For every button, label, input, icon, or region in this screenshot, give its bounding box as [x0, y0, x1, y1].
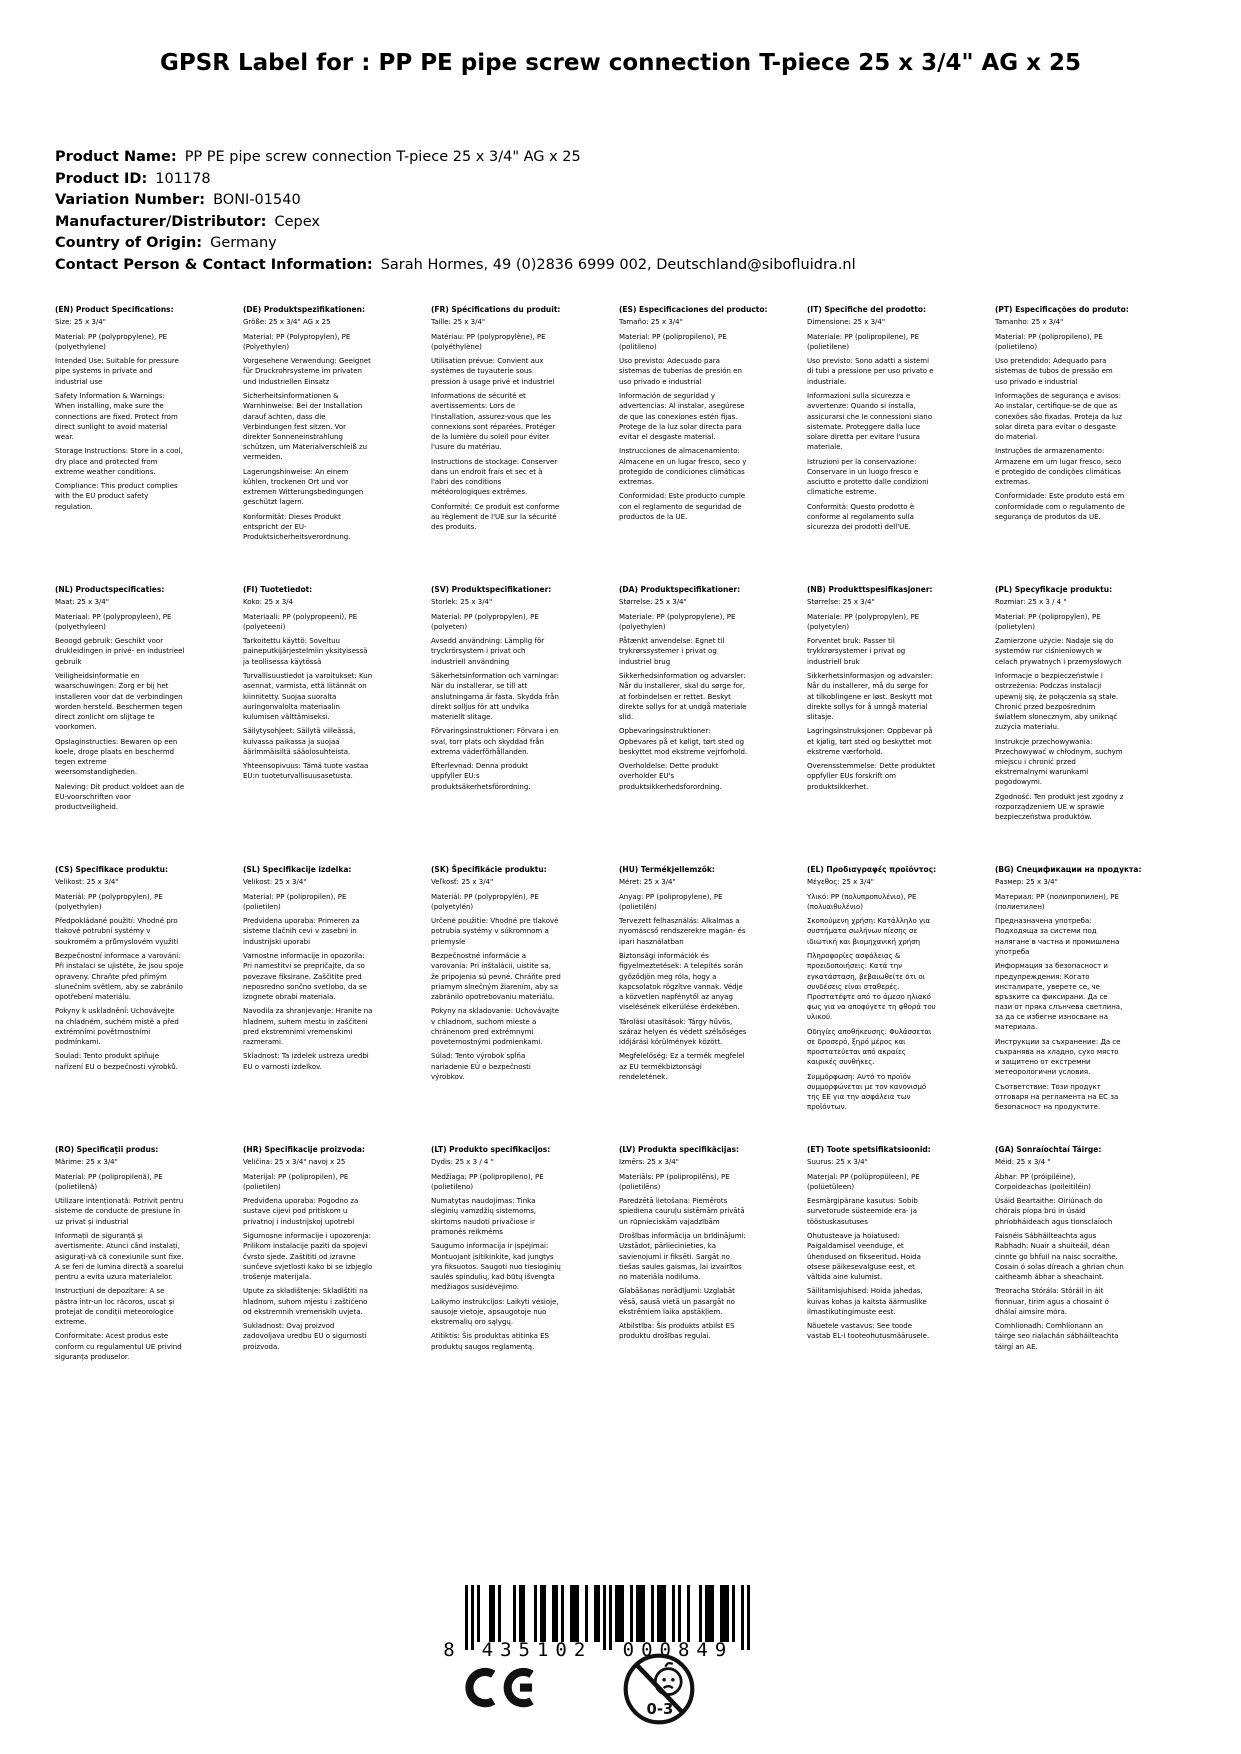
spec-paragraph: Tamaño: 25 x 3/4" — [619, 317, 683, 326]
spec-paragraph: Σκοπούμενη χρήση: Κατάλληλο για συστήματα σωλήνων πίεσης σε ιδιωτική και βιομηχανική χρήση — [807, 917, 931, 946]
spec-paragraph: Información de seguridad y advertencias: Al instalar, asegúrese de que las conexiones estén fijas. Protege de la luz solar directa para evitar el desgaste material. — [619, 392, 745, 441]
spec-paragraph: Förvaringsinstruktioner: Förvara i en sval, torr plats och skyddad från extrema väderförhållanden. — [431, 727, 559, 756]
spec-paragraph: Material: PP (polipropileno), PE (politileno) — [619, 332, 727, 351]
spec-paragraph: Numatytas naudojimas: Tinka slėginių vamzdžių sistemoms, skirtoms naudoti privačiose ir pramonės reikmėms — [431, 1197, 537, 1236]
spec-paragraph: Koko: 25 x 3/4 — [243, 597, 293, 606]
spec-paragraph: Materiāls: PP (polipropilēns), PE (polietilēns) — [619, 1172, 730, 1191]
spec-heading: (ET) Toote spetsifikatsioonid: — [807, 1145, 931, 1154]
spec-paragraph: Size: 25 x 3/4" — [55, 317, 106, 326]
spec-block — [807, 305, 937, 585]
ce-mark-icon — [455, 1666, 535, 1712]
spec-paragraph: Méret: 25 x 3/4" — [619, 877, 676, 886]
spec-paragraph: Материал: PP (полипропилен), PE (полиетилен) — [995, 892, 1119, 911]
spec-paragraph: Storage Instructions: Store in a cool, dry place and protected from extreme weather conditions. — [55, 447, 183, 476]
spec-paragraph: Tamanho: 25 x 3/4" — [995, 317, 1064, 326]
spec-paragraph: Súlad: Tento výrobok spĺňa nariadenie EÚ o bezpečnosti výrobkov. — [431, 1052, 531, 1081]
spec-paragraph: Navodila za shranjevanje: Hranite na hladnem, suhem mestu in zaščiteni pred ekstremnimi vremenskimi razmerami. — [243, 1007, 373, 1046]
spec-block — [431, 585, 561, 865]
spec-paragraph: Lagringsinstruksjoner: Oppbevar på et kjølig, tørt sted og beskyttet mot ekstreme værforhold. — [807, 727, 933, 756]
spec-paragraph: Materijal: PP (polipropilen), PE (polietilen) — [243, 1172, 349, 1191]
spec-paragraph: Zamierzone użycie: Nadaje się do systemów rur ciśnieniowych w celach prywatnych i przemysłowych — [995, 637, 1122, 666]
spec-paragraph: Material: PP (Polypropylen), PE (Polyethylen) — [243, 332, 351, 351]
spec-paragraph: Varnostne informacije in opozorila: Pri namestitvi se prepričajte, da so povezave fiksirane. Zaščitite pred neposredno sončno svetlobo, da se izognete obrabi materiala. — [243, 952, 367, 1001]
spec-paragraph: Skladnost: Ta izdelek ustreza uredbi EU o varnosti izdelkov. — [243, 1052, 369, 1071]
spec-paragraph: Méid: 25 x 3/4 " — [995, 1157, 1051, 1166]
spec-paragraph: Съответствие: Този продукт отговаря на регламента на ЕС за безопасност на продуктите. — [995, 1082, 1119, 1112]
spec-block — [807, 865, 937, 1145]
product-info-label: Manufacturer/Distributor: — [55, 213, 267, 230]
product-info-value: BONI-01540 — [213, 192, 301, 208]
spec-block — [995, 585, 1125, 865]
spec-paragraph: Storlek: 25 x 3/4" — [431, 597, 493, 606]
spec-heading: (LV) Produkta specifikācijas: — [619, 1145, 739, 1154]
spec-paragraph: Bezpečnostné informácie a varovania: Pri inštalácii, uistite sa, že pripojenia sú pevné. Chráňte pred priamym slnečným žiarením, aby sa zabránilo opotrebovaniu materiálu. — [431, 952, 561, 1001]
spec-paragraph: Mărime: 25 x 3/4" — [55, 1157, 118, 1166]
spec-paragraph: Material: PP (polipropileno), PE (polietileno) — [995, 332, 1103, 351]
spec-paragraph: Safety Information & Warnings: When installing, make sure the connections are fixed. Protect from direct sunlight to avoid material wear. — [55, 392, 178, 441]
spec-paragraph: Veiligheidsinformatie en waarschuwingen: Zorg er bij het installeren voor dat de verbindingen worden hersteld. Beschermen tegen direct zonlicht om slijtage te voorkomen. — [55, 672, 183, 731]
product-info-value: Germany — [210, 235, 277, 251]
spec-paragraph: Glabāšanas norādījumi: Uzglabāt vēsā, sausā vietā un pasargāt no ekstrēmiem laika apstākļiem. — [619, 1287, 735, 1316]
spec-block — [55, 585, 185, 865]
product-info-value: Sarah Hormes, 49 (0)2836 6999 002, Deutschland@sibofluidra.nl — [380, 256, 856, 273]
spec-paragraph: Material: PP (polipropilenă), PE (polietilenă) — [55, 1172, 163, 1191]
barcode-digit-group: 000849 — [622, 1639, 734, 1661]
spec-paragraph: Materiale: PP (polypropylene), PE (polyethylen) — [619, 612, 736, 631]
spec-heading: (SK) Špecifikácie produktu: — [431, 865, 547, 874]
spec-paragraph: Informații de siguranță și avertismente: Atunci când instalați, asigurați-vă că conexiunile sunt fixe. A se feri de lumina directă a soarelui pentru a evita uzura materialelor. — [55, 1232, 184, 1281]
barcode-digit-group: 435102 — [481, 1639, 593, 1661]
spec-paragraph: Zgodność: Ten produkt jest zgodny z rozporządzeniem UE w sprawie bezpieczeństwa produktów. — [995, 792, 1124, 822]
product-info-label: Variation Number: — [55, 192, 206, 208]
spec-paragraph: Tárolási utasítások: Tárgy hűvös, száraz helyen és védett szélsőséges időjárási körülmények között. — [619, 1017, 747, 1046]
spec-block — [995, 305, 1129, 585]
spec-paragraph: Faisnéis Sábháilteachta agus Rabhadh: Nuair a shuiteáil, déan cinnte go bhfuil na naisc socraithe. Cosain ó solas díreach a ghrian chun caitheamh ábhar a sheachaint. — [995, 1232, 1124, 1281]
spec-paragraph: Informacje o bezpieczeństwie i ostrzeżenia: Podczas instalacji upewnij się, że połączenia są stałe. Chronić przed bezpośrednim światłem słonecznym, aby uniknąć zużycia materiału. — [995, 672, 1119, 731]
product-info-row — [55, 233, 856, 255]
page-title: GPSR Label for : PP PE pipe screw connection T-piece 25 x 3/4" AG x 25 — [159, 50, 1082, 76]
spec-heading: (PT) Especificações do produto: — [995, 305, 1129, 314]
spec-heading: (ES) Especificaciones del producto: — [619, 305, 768, 314]
spec-paragraph: Materiale: PP (polipropilene), PE (polietilene) — [807, 332, 919, 351]
product-info-row — [55, 255, 856, 277]
spec-paragraph: Conformité: Ce produit est conforme au règlement de l'UE sur la sécurité des produits. — [431, 502, 560, 531]
product-info — [55, 147, 856, 276]
spec-heading: (RO) Specificații produs: — [55, 1145, 159, 1154]
spec-heading: (EL) Προδιαγραφές προϊόντος: — [807, 865, 937, 874]
spec-paragraph: Istruzioni per la conservazione: Conservare in un luogo fresco e asciutto e protetto dalle condizioni climatiche estreme. — [807, 457, 929, 496]
spec-paragraph: Sikkerhetsinformasjon og advarsler: Når du installerer, må du sørge for at tilkoblingene er løst. Beskytt mot direkte sollys for å unngå material slitasje. — [807, 672, 933, 721]
spec-paragraph: Sigurnosne informacije i upozorenja: Prilikom instalacije paziti da spojevi čvrsto sjede. Zaštititi od izravne sunčeve svjetlosti kako bi se izbjeglo trošenje materijala. — [243, 1232, 373, 1281]
spec-paragraph: Saugumo informacija ir įspėjimai: Montuojant įsitikinkite, kad jungtys yra fiksuotos. Saugoti nuo tiesioginių saulės spindulių, kad būtų išvengta medžiagos susidėvėjimo. — [431, 1242, 561, 1291]
spec-paragraph: Materjal: PP (polüpropüleen), PE (polüetüleen) — [807, 1172, 920, 1191]
spec-paragraph: Størrelse: 25 x 3/4" — [619, 597, 687, 606]
spec-paragraph: Uso previsto: Sono adatti a sistemi di tubi a pressione per uso privato e industriale. — [807, 357, 934, 386]
spec-paragraph: Suurus: 25 x 3/4" — [807, 1157, 868, 1166]
product-info-label: Contact Person & Contact Information: — [55, 256, 373, 273]
spec-paragraph: Efterlevnad: Denna produkt uppfyller EU:s produktsäkerhetsförordning. — [431, 762, 531, 791]
barcode-digit-group: 8 — [443, 1639, 455, 1661]
spec-heading: (PL) Specyfikacje produktu: — [995, 585, 1113, 594]
spec-heading: (FR) Spécifications du produit: — [431, 305, 561, 314]
spec-paragraph: Säilitamisjuhised: Hoida jahedas, kuivas kohas ja kaitsta äärmuslike ilmastikutingimuste eest. — [807, 1287, 927, 1316]
age-warning-0-3-icon — [622, 1652, 696, 1730]
spec-block — [243, 865, 373, 1145]
spec-paragraph: Utilizare intenționată: Potrivit pentru sisteme de conducte de presiune în uz privat și industrial — [55, 1197, 184, 1226]
spec-paragraph: Materiál: PP (polypropylén), PE (polyetylén) — [431, 892, 539, 911]
spec-paragraph: Maat: 25 x 3/4" — [55, 597, 109, 606]
spec-heading: (LT) Produkto specifikacijos: — [431, 1145, 551, 1154]
spec-paragraph: Taille: 25 x 3/4" — [431, 317, 486, 326]
spec-paragraph: Turvallisuustiedot ja varoitukset: Kun asennat, varmista, että liitännät on kiinnitetty. Suojaa suoralta auringonvalolta materiaalin kulumisen välttämiseksi. — [243, 672, 373, 721]
spec-paragraph: Forventet bruk: Passer til trykkrørsystemer i privat og industriell bruk — [807, 637, 906, 666]
spec-paragraph: Velikost: 25 x 3/4" — [55, 877, 119, 886]
spec-block — [619, 865, 749, 1145]
spec-heading: (HR) Specifikacije proizvoda: — [243, 1145, 365, 1154]
spec-paragraph: Instrukcje przechowywania: Przechowywać w chłodnym, suchym miejscu i chronić przed ekstremalnymi warunkami pogodowymi. — [995, 737, 1123, 787]
spec-paragraph: Instrucciones de almacenamiento: Almacene en un lugar fresco, seco y protegido de condiciones climáticas extremas. — [619, 447, 747, 486]
spec-paragraph: Veľkosť: 25 x 3/4" — [431, 877, 494, 886]
spec-block — [55, 865, 185, 1145]
spec-paragraph: Instruções de armazenamento: Armazene em um lugar fresco, seco e protegido de condições climáticas extremas. — [995, 447, 1122, 486]
product-info-label: Country of Origin: — [55, 235, 203, 251]
spec-paragraph: Informações de segurança e avisos: Ao instalar, certifique-se de que as conexões são fixadas. Proteja da luz solar direta para evitar o desgaste do material. — [995, 392, 1122, 441]
spec-paragraph: Drošības informācija un brīdinājumi: Uzstādot, pārliecinieties, ka savienojumi ir fiksēti. Sargāt no tiešas saules gaismas, lai izvairītos no materiāla nodiluma. — [619, 1232, 746, 1281]
spec-paragraph: Velikost: 25 x 3/4" — [243, 877, 307, 886]
spec-paragraph: Sikkerhedsinformation og advarsler: Når du installerer, skal du sørge for, at forbindelsen er rettet. Beskyt direkte sollys for at undgå materiale slid. — [619, 672, 747, 721]
spec-paragraph: Soulad: Tento produkt splňuje nařízení EU o bezpečnosti výrobků. — [55, 1052, 178, 1071]
spec-paragraph: Určené použitie: Vhodné pre tlakové potrubia systémy v súkromnom a priemysle — [431, 917, 559, 946]
spec-paragraph: Matériau: PP (polypropylène), PE (polyéthylène) — [431, 332, 546, 351]
spec-paragraph: Upute za skladištenje: Skladištiti na hladnom, suhom mjestu i zaštićeno od ekstremnih vremenskih uvjeta. — [243, 1287, 368, 1316]
product-info-row — [55, 212, 856, 234]
spec-paragraph: Overensstemmelse: Dette produktet oppfyller EUs forskrift om produktsikkerhet. — [807, 762, 936, 791]
spec-heading: (SL) Specifikacije izdelka: — [243, 865, 352, 874]
spec-paragraph: Rozmiar: 25 x 3 / 4 " — [995, 597, 1067, 606]
spec-heading: (DE) Produktspezifikationen: — [243, 305, 365, 314]
spec-paragraph: Materiał: PP (polipropylen), PE (polietylen) — [995, 612, 1101, 631]
spec-paragraph: Dydis: 25 x 3 / 4 " — [431, 1157, 494, 1166]
product-info-row — [55, 169, 856, 191]
spec-paragraph: Uso pretendido: Adequado para sistemas de tubos de pressão em uso privado e industrial — [995, 357, 1113, 386]
spec-paragraph: Tarkoitettu käyttö: Soveltuu paineputkijärjestelmiin yksityisessä ja teollisessa käytössä — [243, 637, 368, 666]
spec-paragraph: Yhteensopivuus: Tämä tuote vastaa EU:n tuoteturvallisuusasetusta. — [243, 762, 369, 781]
spec-paragraph: Ohutusteave ja hoiatused: Paigaldamisel veenduge, et ühendused on fikseeritud. Hoida otsese päikesevalguse eest, et vältida aine kulumist. — [807, 1232, 921, 1281]
spec-heading: (BG) Спецификации на продукта: — [995, 865, 1142, 874]
spec-paragraph: Μέγεθος: 25 x 3/4" — [807, 877, 874, 886]
spec-paragraph: Atbilstība: Šis produkts atbilst ES produktu drošības regulai. — [619, 1322, 735, 1341]
spec-paragraph: Veličina: 25 x 3/4" navoj x 25 — [243, 1157, 346, 1166]
spec-paragraph: Eesmärgipärane kasutus: Sobib survetorude süsteemide era- ja tööstuskasutuses — [807, 1197, 918, 1226]
spec-block — [431, 1145, 561, 1425]
spec-block — [995, 865, 1142, 1145]
spec-paragraph: Compliance: This product complies with the EU product safety regulation. — [55, 482, 178, 511]
spec-paragraph: Uso previsto: Adecuado para sistemas de tuberías de presión en uso privado e industrial — [619, 357, 742, 386]
spec-paragraph: Säilytysohjeet: Säilytä viileässä, kuivassa paikassa ja suojaa äärimmäisiltä sääolosuhteista. — [243, 727, 356, 756]
spec-paragraph: Информация за безопасност и предупреждения: Когато инсталирате, уверете се, че връзките са фиксирани. Да се пази от пряка слънчева светлина, за да се избегне износване на материала. — [995, 962, 1123, 1032]
spec-paragraph: Conformitate: Acest produs este conform cu regulamentul UE privind siguranța produselor. — [55, 1332, 182, 1361]
spec-paragraph: Materiale: PP (polypropylen), PE (polyetylen) — [807, 612, 920, 631]
spec-paragraph: Biztonsági információk és figyelmeztetések: A telepítés során győződjön meg róla, hogy a kapcsolatok rögzítve vannak. Védje a közvetlen napfénytől az anyag viselésének elkerülése érdekében. — [619, 952, 743, 1011]
spec-paragraph: Instrucțiuni de depozitare: A se păstra într-un loc răcoros, uscat și protejat de condiții meteorologice extreme. — [55, 1287, 175, 1326]
spec-paragraph: Materiál: PP (polypropylen), PE (polyethylen) — [55, 892, 163, 911]
spec-paragraph: Størrelse: 25 x 3/4" — [807, 597, 875, 606]
barcode — [435, 1585, 765, 1667]
spec-paragraph: Sukladnost: Ovaj proizvod zadovoljava uredbu EU o sigurnosti proizvoda. — [243, 1322, 367, 1351]
spec-paragraph: Medžiaga: PP (polipropileno), PE (polietileno) — [431, 1172, 544, 1191]
spec-paragraph: Предназначена употреба: Подходяща за системи под налягане в частна и промишлена употреба — [995, 917, 1120, 956]
spec-paragraph: Påtænkt anvendelse: Egnet til trykrørssystemer i privat og industriel brug — [619, 637, 725, 666]
spec-paragraph: Tervezett felhasználás: Alkalmas a nyomáscső rendszerekre magán- és ipari használatban — [619, 917, 746, 946]
spec-paragraph: Dimensione: 25 x 3/4" — [807, 317, 886, 326]
spec-paragraph: Atitiktis: Šis produktas atitinka ES produktų saugos reglamentą. — [431, 1332, 549, 1351]
spec-heading: (SV) Produktspecifikationer: — [431, 585, 552, 594]
spec-paragraph: Predviđena uporaba: Pogodno za sustave cijevi pod pritiskom u privatnoj i industrijskoj upotrebi — [243, 1197, 359, 1226]
spec-paragraph: Säkerhetsinformation och varningar: När du installerar, se till att anslutningarna är fasta. Skydda från direkt solljus för att undvika materiellt slitage. — [431, 672, 560, 721]
spec-paragraph: Sicherheitsinformationen & Warnhinweise: Bei der Installation darauf achten, dass die Verbindungen fest sitzen. Vor direkter Sonneneinstrahlung schützen, um Materialverschleiß zu vermeiden. — [243, 392, 368, 462]
spec-paragraph: Υλικό: PP (πολυπροπυλένιο), PE (πολυαιθυλένιο) — [807, 892, 917, 911]
spec-paragraph: Utilisation prévue: Convient aux systèmes de tuyauterie sous pression à usage privé et industriel — [431, 357, 555, 386]
spec-block — [995, 1145, 1125, 1425]
spec-paragraph: Informations de sécurité et avertissements: Lors de l'installation, assurez-vous que les connexions sont réparées. Protéger de la lumière du soleil pour éviter l'usure du matériau. — [431, 392, 556, 451]
spec-block — [619, 305, 768, 585]
spec-paragraph: Lagerungshinweise: An einem kühlen, trockenen Ort und vor extremen Witterungsbedingungen geschützt lagern. — [243, 467, 364, 507]
spec-heading: (DA) Produktspecifikationer: — [619, 585, 741, 594]
spec-paragraph: Material: PP (polipropilen), PE (polietilen) — [243, 892, 347, 911]
product-info-value: Cepex — [274, 213, 320, 230]
spec-paragraph: Materiaali: PP (polypropeeni), PE (polyeteeni) — [243, 612, 358, 631]
spec-block — [807, 1145, 937, 1425]
spec-block — [243, 585, 373, 865]
spec-paragraph: Ábhar: PP (próipiléine), Corpoideachas (poileitiléin) — [995, 1172, 1091, 1191]
product-info-row — [55, 147, 856, 169]
spec-heading: (IT) Specifiche del prodotto: — [807, 305, 926, 314]
spec-paragraph: Vorgesehene Verwendung: Geeignet für Druckrohrsysteme im privaten und industriellen Einsatz — [243, 357, 371, 386]
spec-paragraph: Material: PP (polypropylene), PE (polyethylene) — [55, 332, 168, 351]
spec-paragraph: Overholdelse: Dette produkt overholder EU's produktsikkerhedsforordning. — [619, 762, 722, 791]
spec-paragraph: Intended Use: Suitable for pressure pipe systems in private and industrial use — [55, 357, 179, 386]
spec-paragraph: Paredzētā lietošana: Piemērots spiediena cauruļu sistēmām privātā un rūpnieciskām vajadzībām — [619, 1197, 745, 1226]
spec-paragraph: Anyag: PP (polipropylene), PE (polietilén) — [619, 892, 723, 911]
product-info-value: PP PE pipe screw connection T-piece 25 x 3/4" AG x 25 — [184, 149, 581, 165]
spec-heading: (GA) Sonraíochtaí Táirge: — [995, 1145, 1102, 1154]
spec-block — [619, 585, 749, 865]
spec-heading: (FI) Tuotetiedot: — [243, 585, 313, 594]
spec-paragraph: Conformidad: Este producto cumple con el reglamento de seguridad de productos de la UE. — [619, 492, 746, 521]
spec-block — [243, 305, 373, 585]
spec-grid — [55, 305, 1142, 1425]
age-warning-label: 0-3 — [646, 1700, 674, 1718]
spec-paragraph: Πληροφορίες ασφάλειας & προειδοποιήσεις: Κατά την εγκατάσταση, βεβαιωθείτε ότι οι συνδέσεις είναι σταθερές. Προστατέψτε από το άμεσο ηλιακό φως για να αποφύγετε τη φθορά του υλικού. — [807, 952, 936, 1022]
spec-paragraph: Beoogd gebruik: Geschikt voor drukleidingen in privé- en industrieel gebruik — [55, 637, 185, 666]
spec-paragraph: Materiaal: PP (polypropyleen), PE (polyethyleen) — [55, 612, 172, 631]
spec-block — [55, 305, 185, 585]
spec-paragraph: Размер: 25 x 3/4" — [995, 877, 1058, 886]
spec-paragraph: Instructions de stockage: Conserver dans un endroit frais et sec et à l'abri des conditions météorologiques extrêmes. — [431, 457, 558, 496]
spec-paragraph: Treoracha Stórála: Stóráil in áit fionnuar, tirim agus a chosaint ó dhálaí aimsire móra. — [995, 1287, 1109, 1316]
spec-paragraph: Conformità: Questo prodotto è conforme al regolamento sulla sicurezza dei prodotti dell'UE. — [807, 502, 915, 531]
spec-paragraph: Predvidena uporaba: Primeren za sisteme tlačnih cevi v zasebni in industrijski uporabi — [243, 917, 360, 946]
spec-paragraph: Pokyny na skladovanie: Uchovávajte v chladnom, suchom mieste a chránenom pred extrémnymi poveternostnými podmienkami. — [431, 1007, 559, 1046]
spec-block — [431, 865, 561, 1145]
spec-paragraph: Úsáid Beartaithe: Oiriúnach do chórais píopa brú in úsáid phríobháideach agus tionsclaíoch — [995, 1197, 1113, 1226]
spec-paragraph: Comhlíonadh: Comhlíonann an táirge seo rialachán sábháilteachta táirgí an AE. — [995, 1322, 1119, 1351]
ean13-barcode-icon — [435, 1585, 765, 1663]
spec-heading: (HU) Termékjellemzők: — [619, 865, 715, 874]
product-info-label: Product Name: — [55, 149, 177, 165]
spec-block — [807, 585, 937, 865]
product-info-label: Product ID: — [55, 170, 148, 187]
spec-heading: (NB) Produkttspesifikasjoner: — [807, 585, 933, 594]
spec-paragraph: Izmērs: 25 x 3/4" — [619, 1157, 679, 1166]
spec-paragraph: Größe: 25 x 3/4" AG x 25 — [243, 317, 331, 326]
spec-heading: (CS) Specifikace produktu: — [55, 865, 168, 874]
spec-paragraph: Material: PP (polypropylen), PE (polyeten) — [431, 612, 539, 631]
spec-block — [619, 1145, 749, 1425]
spec-paragraph: Předpokládané použití: Vhodné pro tlakové potrubní systémy v soukromém a průmyslovém využití — [55, 917, 179, 946]
spec-block — [431, 305, 561, 585]
spec-paragraph: Conformidade: Este produto está em conformidade com o regulamento de segurança de produtos da UE. — [995, 492, 1125, 521]
spec-paragraph: Инструкции за съхранение: Да се съхранява на хладно, сухо място и защитено от екстремни метеорологични условия. — [995, 1037, 1121, 1077]
spec-heading: (NL) Productspecificaties: — [55, 585, 165, 594]
spec-paragraph: Οδηγίες αποθήκευσης: Φυλάσσεται σε δροσερό, ξηρό μέρος και προστατεύεται από ακραίες καιρικές συνθήκες. — [807, 1027, 932, 1067]
product-info-row — [55, 190, 856, 212]
spec-paragraph: Opslaginstructies: Bewaren op een koele, droge plaats en beschermd tegen extreme weersomstandigheden. — [55, 737, 178, 776]
spec-heading: (EN) Product Specifications: — [55, 305, 174, 314]
spec-paragraph: Laikymo instrukcijos: Laikyti vėsioje, sausoje vietoje, apsaugotoje nuo ekstremalių oro sąlygų. — [431, 1297, 559, 1326]
spec-paragraph: Naleving: Dit product voldoet aan de EU-voorschriften voor productveiligheid. — [55, 782, 185, 811]
spec-block — [55, 1145, 185, 1425]
spec-block — [243, 1145, 373, 1425]
spec-paragraph: Pokyny k uskladnění: Uchovávejte na chladném, suchém místě a před extrémními povětrnostními podmínkami. — [55, 1007, 179, 1046]
spec-paragraph: Konformität: Dieses Produkt entspricht der EU-Produktsicherheitsverordnung. — [243, 512, 351, 542]
spec-paragraph: Avsedd användning: Lämplig för tryckrörsystem i privat och industriell användning — [431, 637, 545, 666]
product-info-value: 101178 — [155, 170, 211, 187]
spec-paragraph: Bezpečnostní informace a varování: Při instalaci se ujistěte, že jsou spoje opraveny. Chraňte před přímým slunečním světlem, aby se zabránilo opotřebení materiálu. — [55, 952, 184, 1001]
spec-paragraph: Informazioni sulla sicurezza e avvertenze: Quando si installa, assicurarsi che le connessioni siano sistemate. Proteggere dalla luce solare diretta per evitare l'usura materiale. — [807, 392, 933, 451]
spec-paragraph: Opbevaringsinstruktioner: Opbevares på et køligt, tørt sted og beskyttet mod ekstreme vejrforhold. — [619, 727, 748, 756]
spec-paragraph: Nõuetele vastavus: See toode vastab EL-i tooteohutusmäärusele. — [807, 1322, 930, 1341]
spec-paragraph: Συμμόρφωση: Αυτό το προϊόν συμμορφώνεται με τον κανονισμό της ΕΕ για την ασφάλεια των προϊόντων. — [807, 1072, 927, 1112]
spec-paragraph: Megfelelőség: Ez a termék megfelel az EU termékbiztonsági rendeletének. — [619, 1052, 745, 1081]
